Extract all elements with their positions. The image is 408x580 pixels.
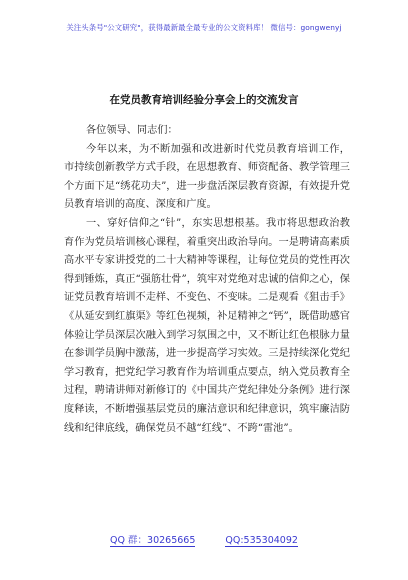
document-body xyxy=(64,122,350,438)
greeting: 各位领导、同志们： xyxy=(86,125,178,136)
footer-qq-number: QQ:535304092 xyxy=(225,535,298,546)
header-note: 关注头条号"公文研究"，获得最新最全最专业的公文资料库！ 微信号：gongwenyj xyxy=(66,23,342,32)
footer-contact xyxy=(0,532,408,547)
document-title: 在党员教育培训经验分享会上的交流发言 xyxy=(109,94,299,106)
footer-qq-group: QQ 群：30265665 xyxy=(110,532,195,547)
paragraph-section-one: 一、穿好信仰之“针”，东实思想根基。我市将思想政治教育作为党员培训核心课程，着重突出政治导向。一是聘请高素质高水平专家讲授党的二十大精神等课程，让每位党员的党性再次得到锤炼，真正“强筋壮骨”，筑牢对党绝对忠诚的信仰之心，保证党员教育培训不走样、不变色、不变味。二是观看《狙击手》《从延安到红旗渠》等红色视频，补足精神之“钙”，既借助感官体验让学员深层次融入到学习氛围之中，又不断让红色根脉力量在参训学员胸中激荡，进一步提高学习实效。三是持续深化党纪学习教育，把党纪学习教育作为培训重点要点，纳入党员教育全过程，聘请讲师对新修订的《中国共产党纪律处分条例》进行深度释读，不断增强基层党员的廉洁意识和纪律意识，筑牢廉洁防线和纪律底线，确保党员不越“红线”、不跨“雷池”。 xyxy=(64,217,350,434)
paragraph-intro: 今年以来，为不断加强和改进新时代党员教育培训工作，市持续创新教学方式手段，在思想教育、师资配备、教学管理三个方面下足“绣花功夫”，进一步盘活深层教育资源，有效提升党员教育培训的高度、深度和广度。 xyxy=(64,143,350,211)
